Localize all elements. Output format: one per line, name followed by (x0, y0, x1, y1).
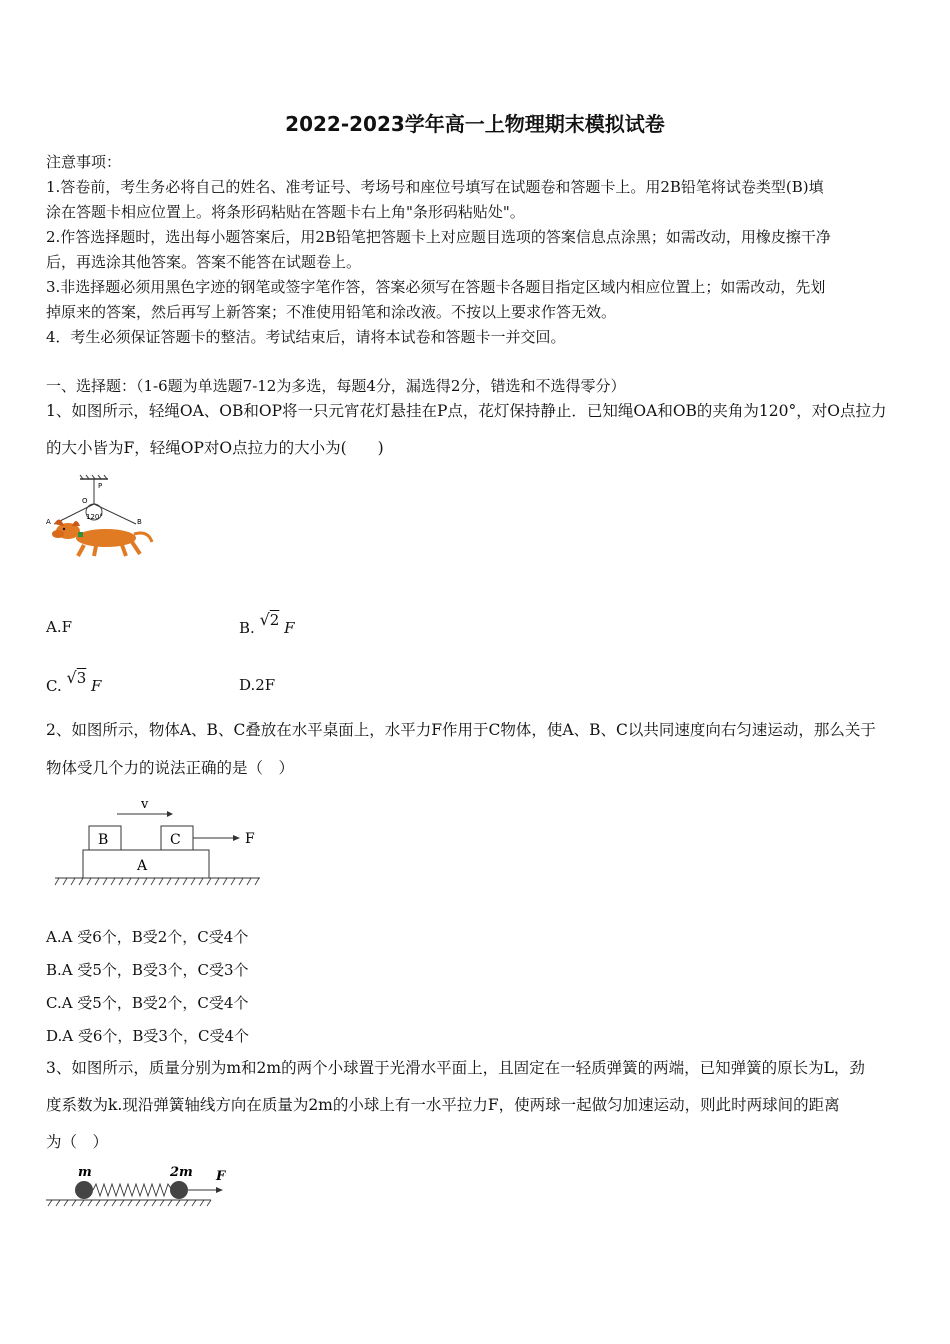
point-a-label: A (46, 518, 51, 526)
velocity-label: v (141, 797, 149, 812)
option-a[interactable]: A.F (46, 618, 73, 636)
option-b[interactable]: B.A 受5个，B受3个，C受3个 (46, 961, 249, 979)
notice-line: 4．考生必须保证答题卡的整洁。考试结束后，请将本试卷和答题卡一并交回。 (46, 328, 566, 346)
option-b[interactable] (239, 610, 295, 637)
option-c-var: F (91, 677, 102, 695)
option-d[interactable]: D.A 受6个，B受3个，C受4个 (46, 1027, 249, 1045)
sqrt-symbol: √ (66, 668, 77, 687)
point-b-label: B (137, 518, 142, 526)
option-b-var: F (284, 619, 295, 637)
question-3-text: 度系数为k.现沿弹簧轴线方向在质量为2m的小球上有一水平拉力F，使两球一起做匀加速运动，则此时两球间的距离 (46, 1096, 840, 1114)
notice-line: 涂在答题卡相应位置上。将条形码粘贴在答题卡右上角"条形码粘贴处"。 (46, 203, 525, 221)
sqrt-radicand: 3 (76, 669, 87, 687)
force-label: F (216, 1169, 226, 1184)
point-o-label: O (82, 497, 88, 505)
question-3-text: 3、如图所示，质量分别为m和2m的两个小球置于光滑水平面上，且固定在一轻质弹簧的两端，已知弹簧的原长为L，劲 (46, 1059, 865, 1077)
notice-line: 后，再选涂其他答案。答案不能答在试题卷上。 (46, 253, 362, 271)
block-a-label: A (137, 858, 148, 874)
sqrt-symbol: √ (259, 610, 270, 629)
question-2-text: 2、如图所示，物体A、B、C叠放在水平桌面上，水平力F作用于C物体，使A、B、C以共同速度向右匀速运动，那么关于 (46, 721, 876, 739)
mass-2m-label: 2m (170, 1165, 193, 1180)
angle-label: 120° (86, 513, 103, 521)
question-2-figure (55, 792, 270, 892)
notice-line: 1.答卷前，考生务必将自己的姓名、准考证号、考场号和座位号填写在试题卷和答题卡上。用2B铅笔将试卷类型(B)填 (46, 178, 824, 196)
option-d[interactable]: D.2F (239, 676, 276, 694)
question-3-figure (46, 1160, 236, 1210)
option-b-prefix: B. (239, 619, 255, 637)
force-label: F (245, 831, 255, 847)
notice-line: 掉原来的答案，然后再写上新答案；不准使用铅笔和涂改液。不按以上要求作答无效。 (46, 303, 617, 321)
question-3-text: 为（ ） (46, 1133, 109, 1151)
question-1-text: 1、如图所示，轻绳OA、OB和OP将一只元宵花灯悬挂在P点，花灯保持静止．已知绳OA和OB的夹角为120°，对O点拉力 (46, 402, 887, 420)
mass-m-label: m (78, 1165, 92, 1180)
notice-heading: 注意事项： (46, 153, 122, 171)
sqrt-radicand: 2 (269, 611, 280, 629)
question-1-figure (44, 474, 156, 560)
point-p-label: P (98, 482, 103, 490)
option-c-prefix: C. (46, 677, 62, 695)
question-1-text: 的大小皆为F，轻绳OP对O点拉力的大小为( ) (46, 439, 384, 457)
page-title: 2022-2023学年高一上物理期末模拟试卷 (285, 112, 665, 136)
question-2-text: 物体受几个力的说法正确的是（ ） (46, 759, 295, 777)
option-c[interactable] (46, 668, 102, 695)
block-b-label: B (98, 832, 109, 848)
option-a[interactable]: A.A 受6个，B受2个，C受4个 (46, 928, 249, 946)
block-c-label: C (170, 832, 181, 848)
notice-line: 2.作答选择题时，选出每小题答案后，用2B铅笔把答题卡上对应题目选项的答案信息点涂黑；如需改动，用橡皮擦干净 (46, 228, 831, 246)
section-heading: 一、选择题：（1-6题为单选题7-12为多选，每题4分，漏选得2分，错选和不选得零分） (46, 377, 626, 395)
notice-line: 3.非选择题必须用黑色字迹的钢笔或签字笔作答，答案必须写在答题卡各题目指定区域内相应位置上；如需改动，先划 (46, 278, 826, 296)
option-c[interactable]: C.A 受5个，B受2个，C受4个 (46, 994, 249, 1012)
